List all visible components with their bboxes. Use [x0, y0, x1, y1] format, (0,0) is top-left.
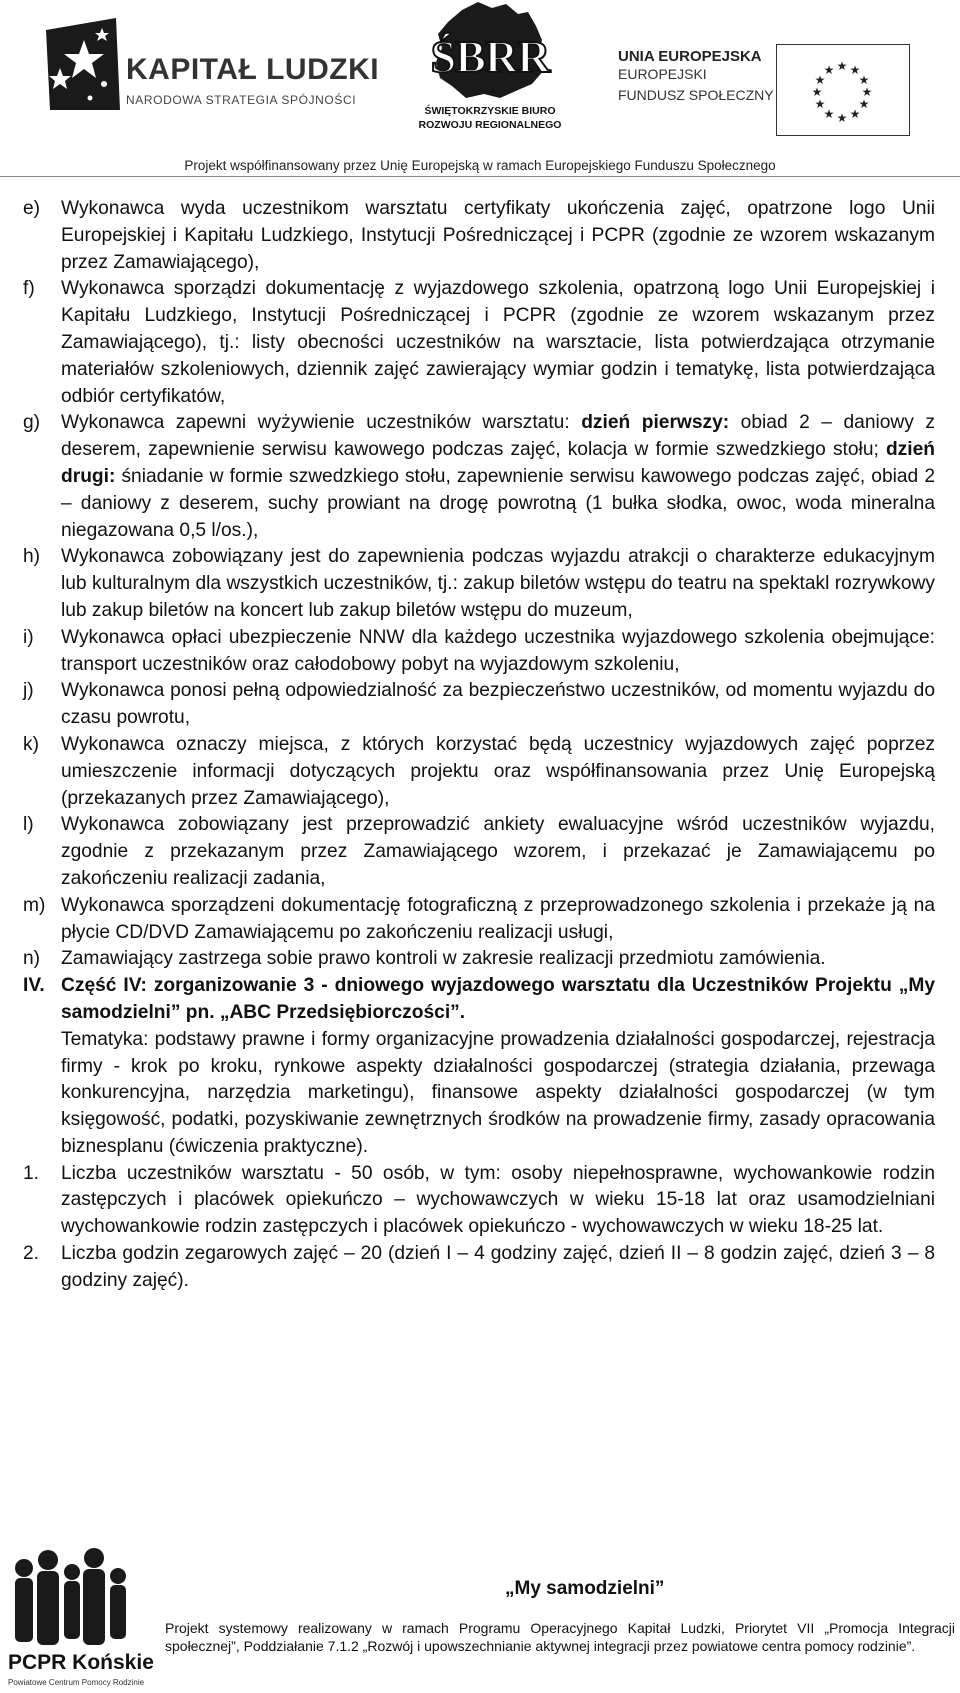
eu-logo [618, 42, 928, 132]
list-marker: g) [23, 412, 41, 434]
list-item-m [23, 893, 935, 947]
list-item-text: Wykonawca zobowiązany jest przeprowadzić ankiety ewaluacyjne wśród uczestników wyjazdu, zgodnie z przekazanym przez Zamawiającego wzorem, i przekazać je Zamawiającemu po zakończeniu realizacji zadania, [61, 814, 935, 889]
svg-text:★: ★ [858, 73, 870, 87]
list-item-k [23, 732, 935, 812]
footer-project-description: Projekt systemowy realizowany w ramach Programu Operacyjnego Kapitał Ludzki, Priorytet VII „Promocja Integracji społecznej”, Poddziałanie 7.1.2 „Rozwój i upowszechnianie aktywnej integracji przez powiatowe centra pomocy rodzinie”. [165, 1620, 955, 1654]
list-marker: f) [23, 278, 35, 300]
project-motto: „My samodzielni” [505, 1578, 665, 1599]
svg-text:★: ★ [811, 85, 823, 99]
list-item-g [23, 410, 935, 544]
kapital-ludzki-subtitle: NARODOWA STRATEGIA SPÓJNOŚCI [126, 93, 357, 107]
section-iv-heading: Część IV: zorganizowanie 3 - dniowego wyjazdowego warsztatu dla Uczestników Projektu „My samodzielni” pn. „ABC Przedsiębiorczości”. [61, 975, 935, 1023]
list-item-h [23, 544, 935, 624]
kapital-ludzki-title: KAPITAŁ LUDZKI [126, 53, 380, 86]
svg-text:★: ★ [814, 73, 826, 87]
eu-title: UNIA EUROPEJSKA [618, 48, 762, 65]
bold-day-one: dzień pierwszy: [581, 412, 730, 434]
list-item-text: Wykonawca sporządzeni dokumentację fotograficzną z przeprowadzonego szkolenia i przekaże ją na płycie CD/DVD Zamawiającemu po zakończeniu realizacji usługi, [61, 894, 935, 943]
pcpr-logo [2, 1546, 154, 1691]
svg-text:★: ★ [849, 107, 861, 121]
list-item-text: Wykonawca ponosi pełną odpowiedzialność za bezpieczeństwo uczestników, od momentu wyjazdu do czasu powrotu, [61, 680, 935, 729]
family-silhouette-icon [2, 1546, 142, 1650]
section-marker: IV. [23, 975, 45, 997]
list-item-text: Liczba uczestników warsztatu - 50 osób, w tym: osoby niepełnosprawne, wychowankowie rodzin zastępczych i placówek opiekuńczo – wychowawczych w wieku 15-18 lat oraz usamodzielniani wychowankowie rodzin zastępczych i placówek opiekuńczo - wychowawczych w wieku 18-25 lat. [61, 1162, 935, 1238]
text-run: śniadanie w formie szwedzkiego stołu, zapewnienie serwisu kawowego podczas zajęć, obiad 2 – daniowy z deserem, suchy prowiant na drogę powrotną (1 bułka słodka, owoc, woda mineralna niegazowana 0,5 l/os.), [61, 465, 935, 541]
section-iv [23, 973, 935, 1161]
text-run: obiad 2 – daniowy z deserem, zapewnienie serwisu kawowego podczas zajęć, kolacja w formie szwedzkiego stołu; [61, 412, 935, 461]
page-footer [0, 1538, 960, 1693]
list-item-text [61, 410, 935, 544]
section-iv-body: Tematyka: podstawy prawne i formy organizacyjne prowadzenia działalności gospodarczej, rejestracja firmy - krok po kroku, rynkowe aspekty działalności gospodarczej (strategia działania, przewaga konkurencyjna, narzędzia marketingu), finansowe aspekty działalności gospodarczej (w tym księgowość, podatki, pozyskiwanie zewnętrznych środków na prowadzenie firmy, zasady opracowania biznesplanu (ćwiczenia praktyczne). [61, 1028, 935, 1157]
svg-text:★: ★ [858, 97, 870, 111]
eu-line-3: FUNDUSZ SPOŁECZNY [618, 87, 774, 103]
svg-text:★: ★ [823, 63, 835, 77]
list-marker: 1. [23, 1162, 40, 1184]
sbrr-logo [400, 0, 580, 132]
list-marker: k) [23, 733, 39, 755]
list-item-n [23, 946, 935, 973]
list-marker: 2. [23, 1243, 40, 1265]
kapital-ludzki-logo [46, 18, 380, 108]
list-item-text: Zamawiający zastrzega sobie prawo kontroli w zakresie realizacji przedmiotu zamówienia. [61, 948, 826, 970]
bold-day-two: dzień drugi: [61, 439, 935, 487]
svg-text:★: ★ [836, 59, 848, 73]
list-marker: m) [23, 894, 46, 916]
svg-text:★: ★ [836, 111, 848, 125]
sbrr-caption: ŚWIĘTOKRZYSKIE BIURO ROZWOJU REGIONALNEGO [418, 105, 562, 131]
svg-text:★: ★ [849, 63, 861, 77]
eu-line-2: EUROPEJSKI [618, 66, 707, 82]
list-marker: j) [23, 680, 34, 702]
list-item-text: Wykonawca wyda uczestnikom warsztatu certyfikaty ukończenia zajęć, opatrzone logo Unii Europejskiej i Kapitału Ludzkiego, Instytucji Pośredniczącej i PCPR (zgodnie ze wzorem wskazanym przez Zamawiającego), [61, 198, 935, 273]
list-item-text: Liczba godzin zegarowych zajęć – 20 (dzień I – 4 godziny zajęć, dzień II – 8 godzin zajęć, dzień 3 – 8 godziny zajęć). [61, 1243, 935, 1291]
list-marker: l) [23, 814, 34, 836]
svg-text:★: ★ [823, 107, 835, 121]
list-item-text: Wykonawca sporządzi dokumentację z wyjazdowego szkolenia, opatrzoną logo Unii Europejskiej i Kapitału Ludzkiego, Instytucji Pośredniczącej i PCPR (zgodnie ze wzorem wskazanym przez Zamawiającego), tj.: listy obecności uczestników na warsztacie, lista potwierdzająca otrzymanie materiałów szkoleniowych, dziennik zajęć zawierający wymiar godzin i tematykę, lista potwierdzająca odbiór certyfikatów, [61, 278, 935, 407]
eu-flag-icon [776, 44, 910, 136]
list-item-i [23, 625, 935, 679]
list-item-j [23, 678, 935, 732]
list-marker: h) [23, 546, 41, 568]
list-marker: i) [23, 626, 34, 648]
section-iv-content [61, 973, 935, 1161]
pcpr-name: PCPR Końskie [8, 1651, 154, 1674]
list-item-text: Wykonawca zobowiązany jest do zapewnienia podczas wyjazdu atrakcji o charakterze edukacyjnym lub kulturalnym dla wszystkich uczestników, tj.: zakup biletów wstępu do teatru na spektakl rozrywkowy lub zakup biletów na koncert lub zakup biletów wstępu do muzeum, [61, 546, 935, 621]
svg-text:★: ★ [861, 85, 873, 99]
pcpr-subtitle: Powiatowe Centrum Pomocy Rodzinie [8, 1678, 145, 1687]
numbered-item-1 [23, 1161, 935, 1241]
list-marker: e) [23, 198, 41, 219]
list-marker: n) [23, 948, 41, 970]
numbered-item-2 [23, 1241, 935, 1295]
list-item-l [23, 812, 935, 892]
text-run: Wykonawca zapewni wyżywienie uczestników warsztatu: [61, 412, 582, 434]
list-item-text: Wykonawca oznaczy miejsca, z których korzystać będą uczestnicy wyjazdowych zajęć poprzez umieszczenie informacji dotyczących projektu oraz współfinansowania przez Unię Europejską (przekazanych przez Zamawiającego), [61, 733, 935, 809]
list-item-text: Wykonawca opłaci ubezpieczenie NNW dla każdego uczestnika wyjazdowego szkolenia obejmujące: transport uczestników oraz całodobowy pobyt na wyjazdowym szkoleniu, [61, 626, 935, 675]
page-header [0, 0, 960, 182]
list-item-e [23, 196, 935, 276]
document-body [23, 196, 935, 1295]
svg-text:★: ★ [814, 97, 826, 111]
project-cofinancing-line: Projekt współfinansowany przez Unię Europejską w ramach Europejskiego Funduszu Społecznego [0, 158, 960, 177]
list-item-f [23, 276, 935, 410]
sbrr-wordmark: ŚBRR [430, 31, 550, 82]
kapital-ludzki-emblem-icon [46, 18, 124, 110]
